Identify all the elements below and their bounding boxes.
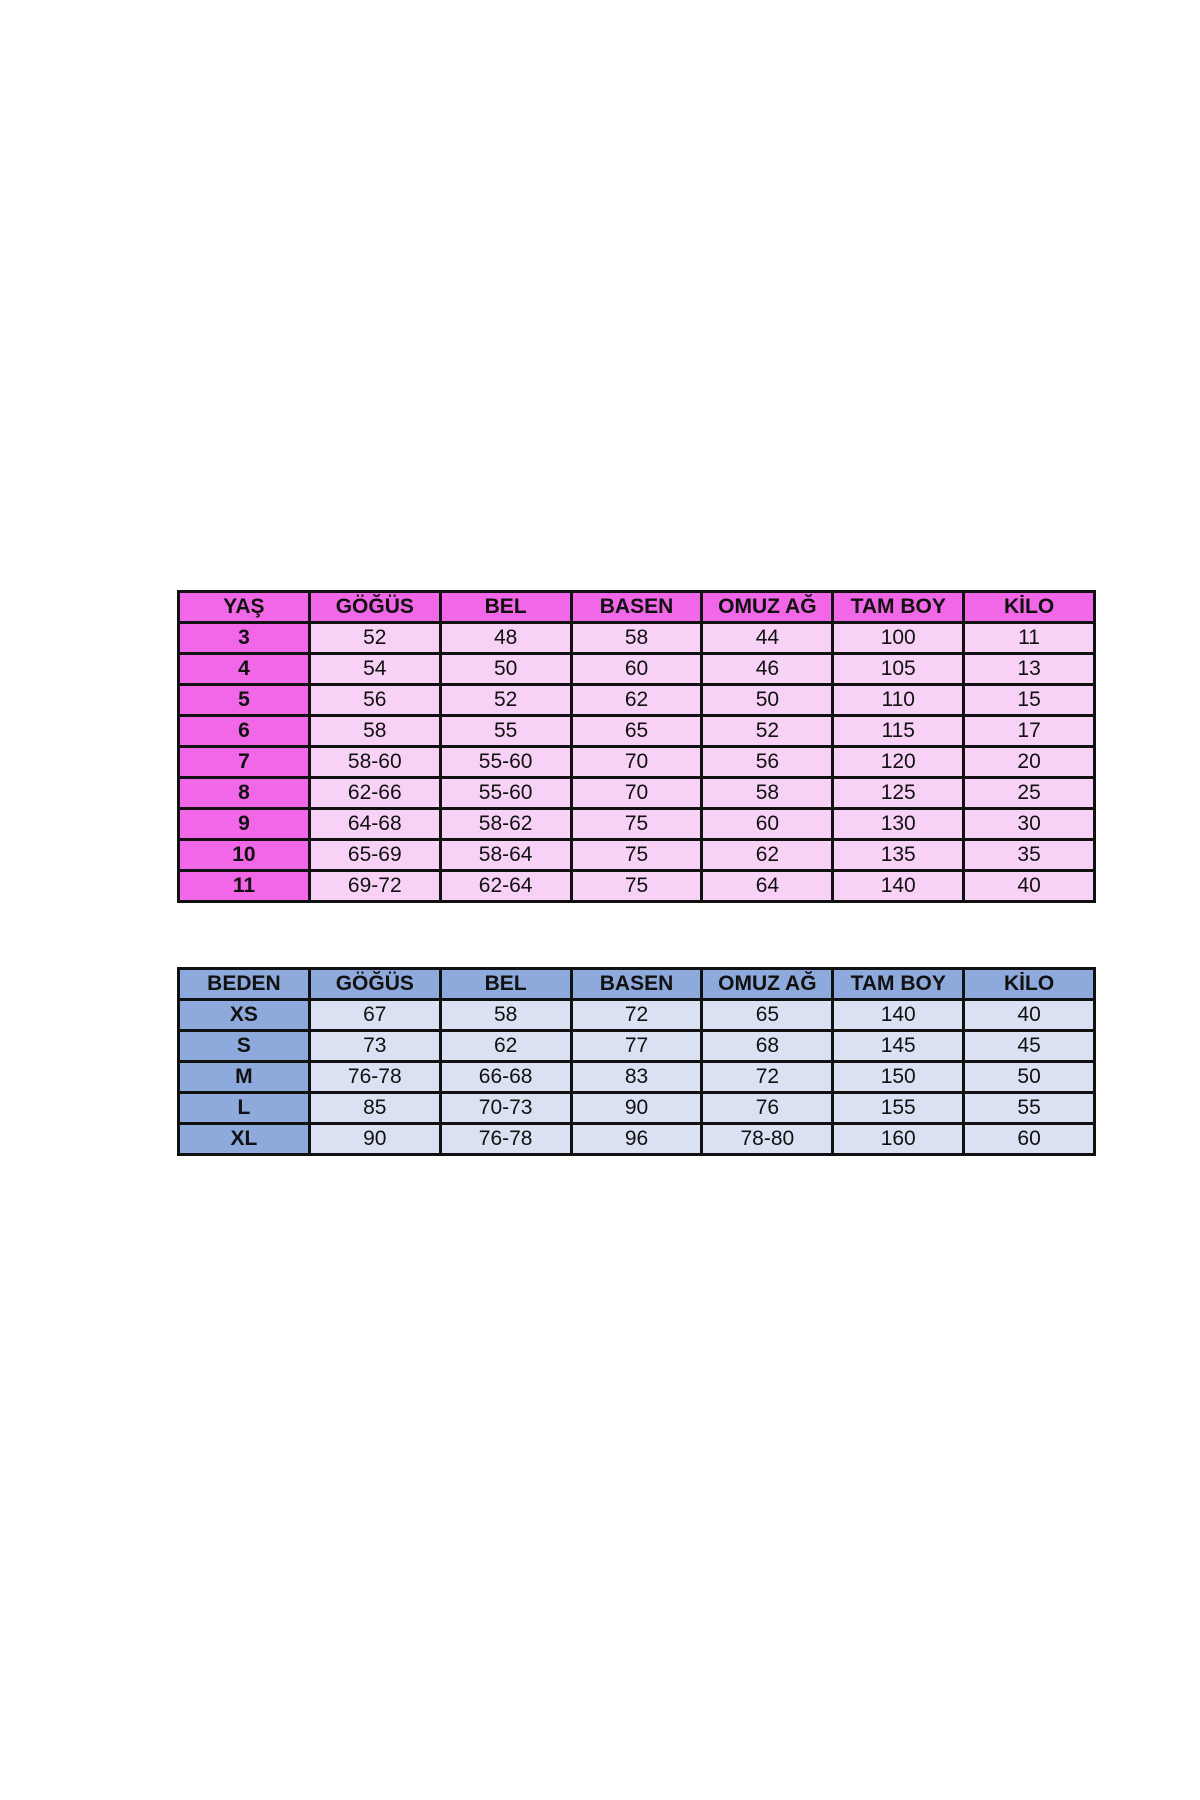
header-waist: BEL: [440, 969, 571, 1000]
cell-hip: 60: [571, 654, 702, 685]
cell-weight: 15: [964, 685, 1095, 716]
cell-length: 145: [833, 1031, 964, 1062]
row-key: S: [179, 1031, 310, 1062]
adult-size-table: [177, 967, 1096, 1156]
cell-shoulder: 62: [702, 840, 833, 871]
table-row: [179, 840, 1095, 871]
cell-shoulder: 64: [702, 871, 833, 902]
cell-shoulder: 46: [702, 654, 833, 685]
header-waist: BEL: [440, 592, 571, 623]
row-key: 9: [179, 809, 310, 840]
cell-chest: 62-66: [309, 778, 440, 809]
cell-weight: 13: [964, 654, 1095, 685]
row-key: 7: [179, 747, 310, 778]
table-row: [179, 685, 1095, 716]
cell-shoulder: 52: [702, 716, 833, 747]
cell-chest: 54: [309, 654, 440, 685]
cell-waist: 55: [440, 716, 571, 747]
cell-hip: 75: [571, 840, 702, 871]
cell-length: 140: [833, 871, 964, 902]
cell-chest: 56: [309, 685, 440, 716]
header-weight: KİLO: [964, 969, 1095, 1000]
row-key: M: [179, 1062, 310, 1093]
cell-length: 120: [833, 747, 964, 778]
cell-hip: 77: [571, 1031, 702, 1062]
table-row: [179, 1031, 1095, 1062]
table-row: [179, 623, 1095, 654]
cell-shoulder: 76: [702, 1093, 833, 1124]
cell-chest: 65-69: [309, 840, 440, 871]
cell-chest: 64-68: [309, 809, 440, 840]
cell-chest: 52: [309, 623, 440, 654]
table-row: [179, 1093, 1095, 1124]
cell-hip: 65: [571, 716, 702, 747]
row-key: 5: [179, 685, 310, 716]
cell-shoulder: 68: [702, 1031, 833, 1062]
header-hip: BASEN: [571, 592, 702, 623]
row-key: 8: [179, 778, 310, 809]
header-size: BEDEN: [179, 969, 310, 1000]
cell-hip: 58: [571, 623, 702, 654]
header-shoulder: OMUZ AĞ: [702, 969, 833, 1000]
cell-length: 155: [833, 1093, 964, 1124]
cell-length: 140: [833, 1000, 964, 1031]
cell-waist: 66-68: [440, 1062, 571, 1093]
table-row: [179, 1124, 1095, 1155]
cell-waist: 50: [440, 654, 571, 685]
cell-hip: 75: [571, 871, 702, 902]
cell-length: 115: [833, 716, 964, 747]
cell-waist: 55-60: [440, 747, 571, 778]
row-key: 3: [179, 623, 310, 654]
cell-weight: 17: [964, 716, 1095, 747]
cell-shoulder: 44: [702, 623, 833, 654]
row-key: L: [179, 1093, 310, 1124]
header-hip: BASEN: [571, 969, 702, 1000]
cell-weight: 35: [964, 840, 1095, 871]
cell-chest: 73: [309, 1031, 440, 1062]
cell-chest: 90: [309, 1124, 440, 1155]
cell-waist: 58-62: [440, 809, 571, 840]
row-key: XL: [179, 1124, 310, 1155]
row-key: 6: [179, 716, 310, 747]
cell-length: 160: [833, 1124, 964, 1155]
cell-shoulder: 56: [702, 747, 833, 778]
cell-chest: 58: [309, 716, 440, 747]
cell-shoulder: 60: [702, 809, 833, 840]
cell-weight: 11: [964, 623, 1095, 654]
cell-hip: 75: [571, 809, 702, 840]
cell-hip: 96: [571, 1124, 702, 1155]
cell-hip: 70: [571, 747, 702, 778]
cell-shoulder: 72: [702, 1062, 833, 1093]
cell-chest: 85: [309, 1093, 440, 1124]
header-age: YAŞ: [179, 592, 310, 623]
table-row: [179, 716, 1095, 747]
cell-length: 130: [833, 809, 964, 840]
header-chest: GÖĞÜS: [309, 592, 440, 623]
kids-size-table: [177, 590, 1096, 903]
cell-waist: 76-78: [440, 1124, 571, 1155]
table-row: [179, 747, 1095, 778]
cell-length: 125: [833, 778, 964, 809]
cell-length: 150: [833, 1062, 964, 1093]
header-shoulder: OMUZ AĞ: [702, 592, 833, 623]
table-row: [179, 654, 1095, 685]
table-header-row: [179, 969, 1095, 1000]
cell-shoulder: 50: [702, 685, 833, 716]
cell-waist: 70-73: [440, 1093, 571, 1124]
cell-shoulder: 58: [702, 778, 833, 809]
cell-waist: 52: [440, 685, 571, 716]
header-length: TAM BOY: [833, 592, 964, 623]
header-weight: KİLO: [964, 592, 1095, 623]
cell-hip: 70: [571, 778, 702, 809]
cell-weight: 40: [964, 871, 1095, 902]
cell-weight: 25: [964, 778, 1095, 809]
cell-shoulder: 65: [702, 1000, 833, 1031]
header-length: TAM BOY: [833, 969, 964, 1000]
cell-length: 135: [833, 840, 964, 871]
row-key: 4: [179, 654, 310, 685]
cell-waist: 62: [440, 1031, 571, 1062]
cell-chest: 58-60: [309, 747, 440, 778]
cell-weight: 45: [964, 1031, 1095, 1062]
cell-weight: 55: [964, 1093, 1095, 1124]
cell-weight: 40: [964, 1000, 1095, 1031]
table-row: [179, 871, 1095, 902]
row-key: 10: [179, 840, 310, 871]
table-row: [179, 778, 1095, 809]
cell-hip: 83: [571, 1062, 702, 1093]
cell-waist: 58: [440, 1000, 571, 1031]
cell-waist: 58-64: [440, 840, 571, 871]
table-header-row: [179, 592, 1095, 623]
cell-shoulder: 78-80: [702, 1124, 833, 1155]
cell-length: 105: [833, 654, 964, 685]
row-key: XS: [179, 1000, 310, 1031]
cell-weight: 30: [964, 809, 1095, 840]
cell-weight: 50: [964, 1062, 1095, 1093]
cell-hip: 62: [571, 685, 702, 716]
cell-weight: 60: [964, 1124, 1095, 1155]
header-chest: GÖĞÜS: [309, 969, 440, 1000]
cell-hip: 90: [571, 1093, 702, 1124]
cell-chest: 76-78: [309, 1062, 440, 1093]
cell-length: 110: [833, 685, 964, 716]
cell-length: 100: [833, 623, 964, 654]
cell-waist: 48: [440, 623, 571, 654]
table-row: [179, 1062, 1095, 1093]
cell-chest: 69-72: [309, 871, 440, 902]
row-key: 11: [179, 871, 310, 902]
cell-weight: 20: [964, 747, 1095, 778]
cell-chest: 67: [309, 1000, 440, 1031]
cell-waist: 62-64: [440, 871, 571, 902]
cell-hip: 72: [571, 1000, 702, 1031]
table-row: [179, 1000, 1095, 1031]
table-row: [179, 809, 1095, 840]
cell-waist: 55-60: [440, 778, 571, 809]
